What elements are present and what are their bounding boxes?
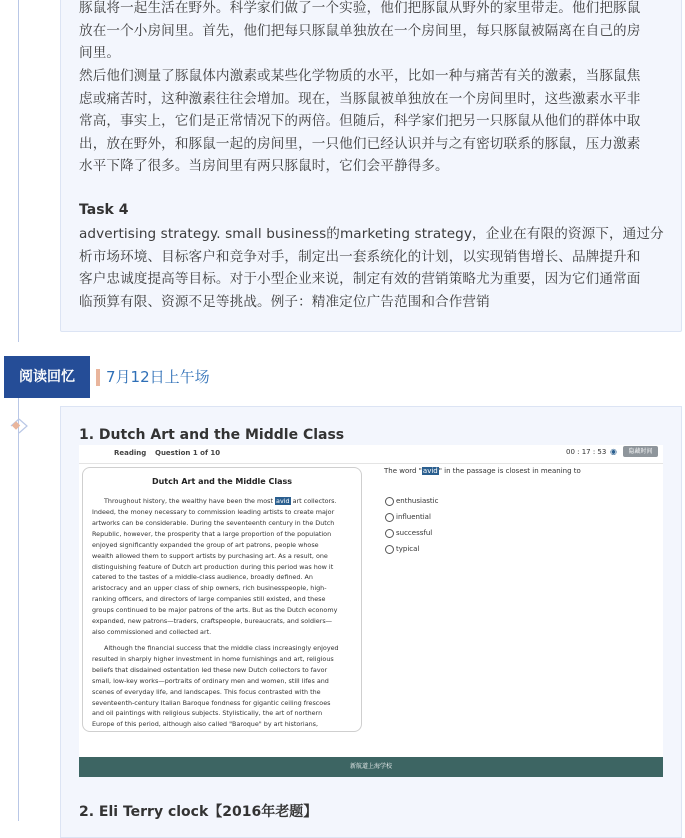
highlighted-word: avid xyxy=(276,497,290,505)
option-label: successful xyxy=(396,529,433,537)
text-line: expanded, new patrons—traders, craftspeople, bureaucrats, and soldiers— xyxy=(92,617,333,626)
text-line: enjoyed significantly expanded the group of art patrons, people whose xyxy=(92,540,319,549)
text-line: resulted in sharply higher investment in home furnishings and art, religious xyxy=(92,654,334,663)
text-line: 间里。 xyxy=(79,45,121,61)
text-line: beliefs that disdained ostentation led these new Dutch collectors to favor xyxy=(92,665,328,674)
text-line: artworks can be considerable. During the seventeenth century in the Dutch xyxy=(92,518,335,527)
text-line: 常高，事实上，它们是正常情况下的两倍。但随后，科学家们把另一只豚鼠从他们的群体中取 xyxy=(79,113,641,129)
text-line: advertising strategy. small business的marketing strategy，企业在有限的资源下，通过分 xyxy=(79,226,664,242)
recall-card xyxy=(60,0,682,332)
answer-option xyxy=(396,545,419,553)
question-counter: Question 1 of 10 xyxy=(155,449,221,457)
paragraph xyxy=(79,0,665,65)
paragraph xyxy=(79,65,665,178)
text-line: 水平下降了很多。当房间里有两只豚鼠时，它们会平静得多。 xyxy=(79,158,449,174)
text-line: groups continued to be major patrons of the arts. But as the Dutch economy xyxy=(92,606,338,615)
text-line: Europe of this period, although also called "Baroque" by art historians, xyxy=(92,720,319,729)
option-label: enthusiastic xyxy=(396,497,439,505)
answer-option xyxy=(396,529,432,537)
timeline-line xyxy=(18,396,19,821)
passage-paragraph xyxy=(92,507,352,638)
text-line: wealth allowed them to support artists by purchasing art. As a result, one xyxy=(92,551,328,560)
text-line: and oil paintings with religious subjects. Stylistically, the art of northern xyxy=(92,709,323,718)
passage-paragraph xyxy=(92,643,352,730)
text-line: also commissioned and collected art. xyxy=(92,627,212,636)
timer: 00 : 17 : 53 xyxy=(566,448,607,456)
question-screenshot xyxy=(79,445,663,777)
text-line: catered to the tastes of a middle-class audience, broadly defined. An xyxy=(92,573,313,582)
passage-title: Dutch Art and the Middle Class xyxy=(151,477,293,486)
answer-option xyxy=(396,513,431,521)
text-line: small, low-key works—portraits of ordinary men and women, still lifes and xyxy=(92,676,329,685)
text-run: Throughout history, the wealthy have been the most xyxy=(104,497,276,505)
answer-option xyxy=(396,497,438,505)
paragraph xyxy=(79,223,665,313)
section-badge: 阅读回忆 xyxy=(4,356,90,398)
screenshot-footer: 新航道上海学校 xyxy=(79,757,663,777)
text-line: 然后他们测量了豚鼠体内激素或某些化学物质的水平，比如一种与痛苦有关的激素，当豚鼠焦 xyxy=(79,68,641,84)
radio-icon xyxy=(385,529,394,538)
radio-icon xyxy=(385,513,394,522)
text-line: distinguishing feature of Dutch art production during this period was how it xyxy=(92,562,334,571)
option-label: influential xyxy=(396,513,431,521)
text-line: Although the financial success that the middle class increasingly enjoyed xyxy=(104,644,339,652)
recall-card xyxy=(60,406,682,838)
option-label: typical xyxy=(396,545,420,553)
reading-tab: Reading xyxy=(114,449,147,457)
text-line: aristocracy and an upper class of ship owners, rich businesspeople, high- xyxy=(92,584,327,593)
text-line: 虑或痛苦时，这种激素往往会增加。现在，当豚鼠被单独放在一个房间里时，这些激素水平非 xyxy=(79,90,641,107)
text-run: The word " xyxy=(384,467,422,475)
passage-panel xyxy=(82,467,362,732)
highlighted-word: avid xyxy=(422,467,438,475)
text-line: 出，放在野外，和豚鼠一起的房间里，一只他们已经认识并与之有密切联系的豚鼠，压力激素 xyxy=(79,135,641,152)
text-run: art collectors. xyxy=(290,497,337,505)
passage-paragraph xyxy=(92,496,352,507)
text-line: ranking officers, and directors of large companies still existed, and these xyxy=(92,595,326,604)
text-line: 析市场环境、目标客户和竞争对手，制定出一套系统化的计划，以实现销售增长、品牌提升和 xyxy=(79,248,641,265)
task-heading: Task 4 xyxy=(79,202,129,218)
hide-time-button: 隐藏时间 xyxy=(623,446,658,457)
text-line: scenes of everyday life, and landscapes. This focus contrasted with the xyxy=(92,687,321,696)
text-line: Republic, however, the prosperity that a large proportion of the population xyxy=(92,529,332,538)
text-line: 客户忠诚度提高等目标。对于小型企业来说，制定有效的营销策略尤为重要，因为它们通常面 xyxy=(79,271,641,287)
test-toolbar xyxy=(79,445,663,464)
text-line: 豚鼠将一起生活在野外。科学家们做了一个实验，他们把豚鼠从野外的家里带走。他们把豚鼠 xyxy=(79,0,641,16)
text-run: " in the passage is closest in meaning to xyxy=(438,467,581,475)
item-title: 2. Eli Terry clock【2016年老题】 xyxy=(79,804,318,820)
radio-icon xyxy=(385,497,394,506)
accent-bar xyxy=(96,369,100,386)
timeline-line xyxy=(18,0,19,342)
section-subtitle: 7月12日上午场 xyxy=(106,368,210,386)
radio-icon xyxy=(385,545,394,554)
text-line: seventeenth-century Italian Baroque fondness for gigantic ceiling frescoes xyxy=(92,698,331,707)
text-line: 放在一个小房间里。首先，他们把每只豚鼠单独放在一个房间里，每只豚鼠被隔离在自己的房 xyxy=(79,22,641,39)
item-title: 1. Dutch Art and the Middle Class xyxy=(79,427,345,443)
text-line: Indeed, the money necessary to commission leading artists to create major xyxy=(92,508,335,516)
question-prompt xyxy=(384,467,581,475)
eye-icon: ◉ xyxy=(610,447,617,456)
timeline-node-icon xyxy=(9,416,29,436)
text-line: 临预算有限、资源不足等挑战。例子：精准定位广告范围和合作营销 xyxy=(79,293,490,310)
